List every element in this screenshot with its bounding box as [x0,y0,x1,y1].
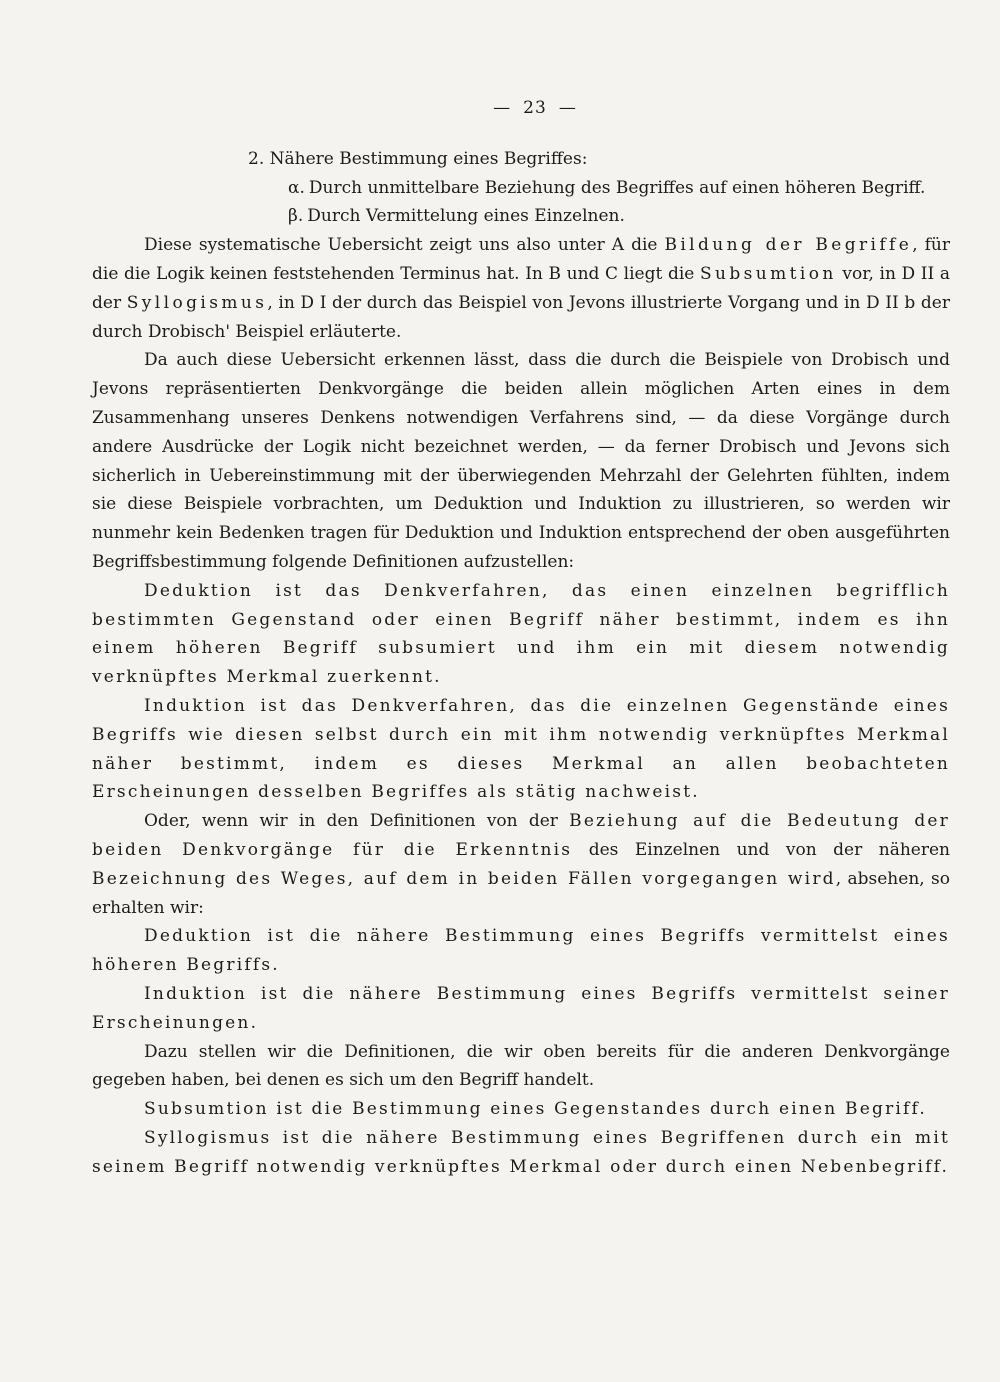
paragraph-argument: Da auch diese Uebersicht erkennen lässt, dass die durch die Beispiele von Drobisch und Jevons repräsentierten Denkvorgänge die beiden allein möglichen Arten eines in dem Zusammenhang unseres Denkens notwendigen Verfahrens sind, — da diese Vorgänge durch andere Ausdrücke der Logik nicht bezeichnet werden, — da ferner Drobisch und Jevons sich sicherlich in Uebereinstimmung mit der überwiegenden Mehrzahl der Gelehrten fühlten, indem sie diese Beispiele vorbrachten, um Deduktion und Induktion zu illustrieren, so werden wir nunmehr kein Bedenken tragen für Deduktion und Induktion entsprechend der oben ausgeführten Begriffsbestimmung folgende Definitionen aufzustellen: [92,350,950,572]
text-run: Oder, wenn wir in den Definitionen von der [144,811,570,832]
list-item-2-text: Nähere Bestimmung eines Begriffes: [269,148,588,169]
emphasis-term: Subsumtion [700,263,837,284]
list-item-alpha [92,174,950,203]
short-definition-induktion: Induktion ist die nähere Bestimmung eines Begriffs vermittelst seiner Erscheinungen. [92,983,950,1033]
page-number-dash-right: — [558,98,577,118]
text-run: des Einzelnen und von der näheren [572,839,950,860]
list-item-2-label: 2. [248,148,265,169]
text-run: , für die die Logik keinen feststehenden Terminus hat. In B und C liegt die [92,235,950,284]
definition-syllogismus: Syllogismus ist die nähere Bestimmung eines Begriffenen durch ein mit seinem Begriff notwendig verknüpftes Merkmal oder durch einen Nebenbegriff. [92,1127,950,1177]
page-number: 23 [523,98,547,118]
list-item-beta [92,202,950,231]
definition-deduktion: Deduktion ist das Denkverfahren, das einen einzelnen begrifflich bestimmten Gegenstand oder einen Begriff näher bestimmt, indem es ihn einem höheren Begriff subsumiert und ihm ein mit diesem notwendig verknüpftes Merkmal zuerkennt. [92,580,950,688]
emphasis-term: Syllogismus [126,292,268,313]
paragraph-alternative [92,807,950,922]
page-number-line [92,94,950,123]
list-item-alpha-text: Durch unmittelbare Beziehung des Begriffes auf einen höheren Begriff. [308,177,926,198]
list-item-2 [92,145,950,174]
list-item-alpha-marker: α. [288,177,305,198]
text-run: , absehen, so erhalten wir: [92,868,950,918]
page-number-dash-left: — [493,98,512,118]
emphasis-term: Bezeichnung des Weges, auf dem in beiden Fällen vorgegangen wird [92,868,836,889]
paragraph-further-definitions: Dazu stellen wir die Definitionen, die wir oben bereits für die anderen Denkvorgänge gegeben haben, bei denen es sich um den Begriff handelt. [92,1041,950,1091]
list-item-beta-text: Durch Vermittelung eines Einzelnen. [307,206,625,227]
short-definition-deduktion: Deduktion ist die nähere Bestimmung eines Begriffs vermittelst eines höheren Begriffs. [92,926,950,976]
emphasis-term: Bildung der Begriffe [664,235,913,256]
text-run: Diese systematische Uebersicht zeigt uns also unter A die [144,235,665,256]
paragraph-overview [92,231,950,346]
definition-subsumtion: Subsumtion ist die Bestimmung eines Gegenstandes durch einen Begriff. [144,1099,928,1120]
text-run: vor, in D II a der [92,263,950,313]
document-page [92,94,950,1181]
definition-induktion: Induktion ist das Denkverfahren, das die einzelnen Gegenstände eines Begriffs wie diesen selbst durch ein mit ihm notwendig verknüpftes Merkmal näher bestimmt, indem es dieses Merkmal an allen beobachteten Erscheinungen desselben Begriffes als stätig nachweist. [92,695,950,803]
list-item-beta-marker: β. [288,206,304,227]
emphasis-term: Beziehung auf die Bedeutung der beiden Denkvorgänge für die Erkenntnis [92,811,950,860]
text-run: , in D I der durch das Beispiel von Jevons illustrierte Vorgang und in D II b der durch Drobisch' Beispiel erläuterte. [92,292,950,342]
